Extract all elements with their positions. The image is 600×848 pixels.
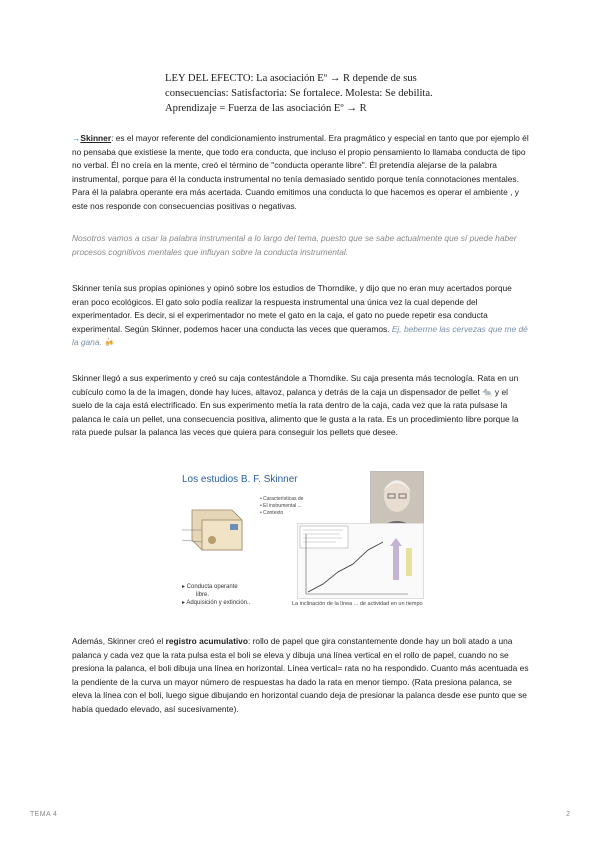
figure-list-item: ▸ Conducta operante	[182, 584, 238, 590]
figure-bullet: • Características de	[260, 496, 304, 502]
paragraph-skinner-box	[72, 372, 530, 440]
cumulative-record-diagram	[297, 523, 424, 599]
figure-list-item: ▸ Adquisición y extinción..	[182, 600, 251, 606]
paragraph-text: Skinner tenía sus propias opiniones y opinó sobre los estudios de Thorndike, y dijo que no eran muy acertados porque eran poco ecológicos. El gato solo podía realizar la respuesta instrumental una única vez la cual depende del experimentador. Es decir, si el experimentador no mete el gato en la caja, el gato no puede repetir esa conducta experimental. Según Skinner, podemos hacer una conducta las veces que queramos.	[72, 283, 512, 334]
beer-icon: 🍻	[104, 337, 115, 348]
registro-acumulativo-term: registro acumulativo	[165, 636, 248, 646]
skinner-portrait-photo	[370, 471, 424, 531]
figure-bullets	[260, 496, 303, 517]
skinner-figure	[172, 468, 430, 620]
figure-title: Los estudios B. F. Skinner	[182, 474, 298, 485]
figure-list	[182, 583, 250, 607]
paragraph-note: Nosotros vamos a usar la palabra instrumental a lo largo del tema, puesto que se sabe actualmente que sí puede haber procesos cognitivos mentales que influyan sobre la conducta instrumental.	[72, 233, 517, 257]
paragraph-skinner-intro	[72, 132, 530, 214]
ley-del-efecto-block	[165, 71, 465, 116]
ley-line-1: LEY DEL EFECTO: La asociación Eº → R depende de sus	[165, 73, 417, 84]
skinner-box-illustration	[182, 500, 252, 555]
paragraph-text-cont: : rollo de papel que gira constantemente donde hay un boli atado a una palanca y cada vez que la rata pulsa esta el boli se eleva y dibuja una línea vertical en el rollo de papel, cuando no se presiona la palanca, el boli dibuja una línea en horizontal. Línea vertical= rata no ha respondido. Cuanto más acentuada es la pendiente de la curva un mayor número de respuestas ha dado la rata en menor tiempo. (Rata presiona palanca, se eleva la línea con el boli, luego sigue dibujando en horizontal cuando deja de presionar la palanca desde ese punto que se había quedado elevado, así sucesivamente).	[72, 636, 529, 714]
arrow-icon: →	[72, 133, 81, 143]
figure-bullet: • El instrumental ...	[260, 503, 302, 509]
example-text: Ej, beberme las cervezas que me dé la gana.	[72, 323, 528, 348]
figure-bullet: • Contexto	[260, 510, 284, 516]
paragraph-text-cont: y el suelo de la caja está electrificado. En sus experimento metía la rata dentro de la caja, cada vez que la rata pulsase la palanca le caía un pellet, una consecuencia positiva, alimento que le gusta a la rata. Es un procedimiento libre porque la rata puede pulsar la palanca las veces que quiera para conseguir los pellets que desee.	[72, 386, 519, 438]
figure-list-item: libre.	[196, 592, 210, 598]
paragraph-text: Skinner llegó a sus experimento y creó su caja contestándole a Thorndike. Su caja presenta más tecnología. Rata en un cubículo como la de la imagen, donde hay luces, altavoz, palanca y detrás de la caja un dispensador de pellet	[72, 373, 519, 397]
ley-line-2: consecuencias: Satisfactoria: Se fortalece. Molesta: Se debilita.	[165, 88, 433, 99]
figure-caption: La inclinación de la línea ... de actividad en un tiempo	[292, 601, 423, 607]
footer-page-number: 2	[566, 811, 570, 818]
paragraph-text: Además, Skinner creó el	[72, 636, 166, 646]
skinner-name: Skinner	[80, 133, 112, 143]
footer-section-label: TEMA 4	[30, 811, 58, 818]
rat-icon: 🐀	[482, 386, 493, 397]
paragraph-text: : es el mayor referente del condicionamiento instrumental. Era pragmático y especial en tanto que por ejemplo él no pensaba que existiese la mente, que todo era conducta, que incluso el propio pensamiento lo llamaba conducta de tipo no verbal. Él no creía en la mente, creó el término de "conducta operante libre". Él pretendía alejarse de la palabra instrumental, porque para él la conducta instrumental no tenía demasiado sentido porque tenía connotaciones mentales. Para él la palabra operante era más acertada. Cuando emitimos una conducta lo que hacemos es operar el ambiente , y este nos responde con consecuencias positivas o negativas.	[72, 133, 529, 211]
paragraph-thorndike-critique	[72, 282, 530, 350]
paragraph-registro-acumulativo	[72, 635, 530, 717]
ley-line-3: Aprendizaje = Fuerza de las asociación Eº → R	[165, 103, 367, 114]
